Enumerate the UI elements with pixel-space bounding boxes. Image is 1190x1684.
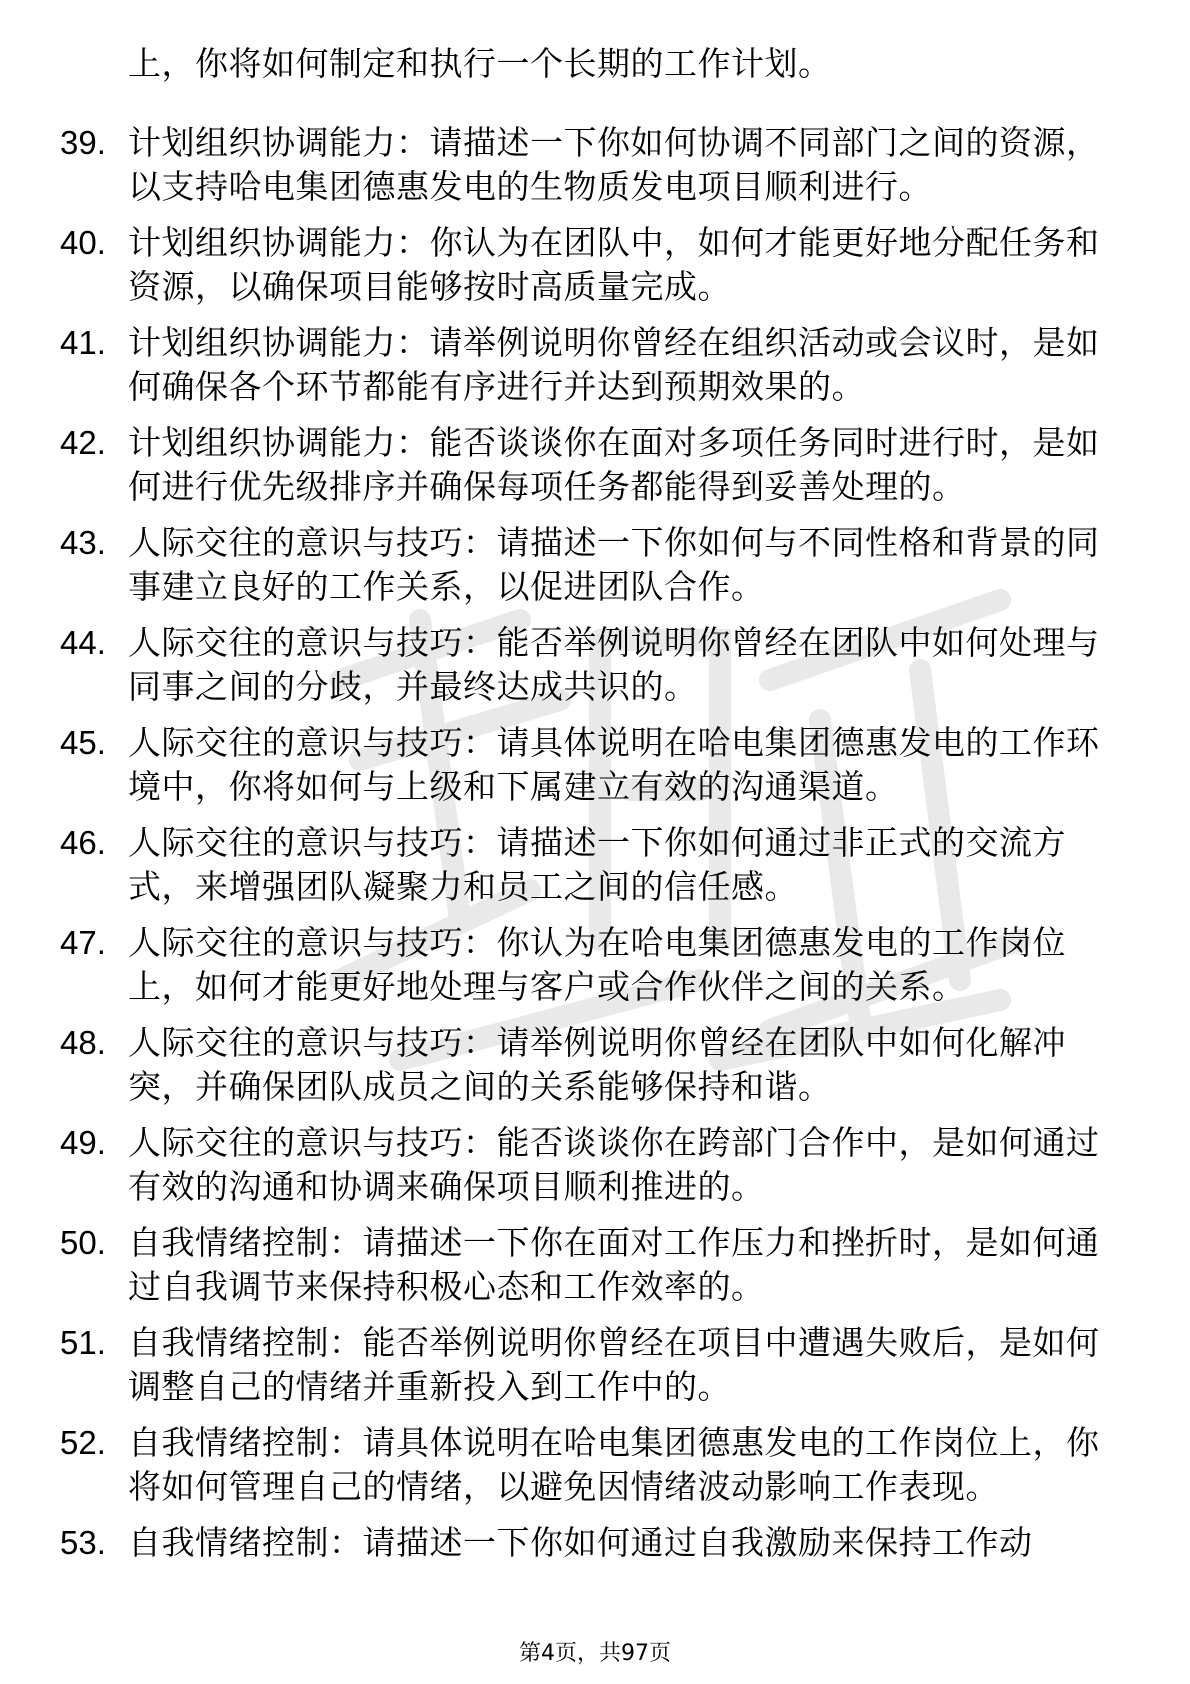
question-number: 47.	[60, 924, 106, 961]
question-text: 计划组织协调能力：能否谈谈你在面对多项任务同时进行时，是如何进行优先级排序并确保每项任务都能得到妥善处理的。	[128, 423, 1100, 506]
question-text: 人际交往的意识与技巧：请描述一下你如何与不同性格和背景的同事建立良好的工作关系，以促进团队合作。	[128, 523, 1100, 606]
question-number: 43.	[60, 524, 106, 561]
question-number: 52.	[60, 1424, 106, 1461]
list-item	[60, 421, 1120, 509]
question-number: 45.	[60, 724, 106, 761]
page-number: 第4页，共97页	[519, 1641, 671, 1666]
question-text: 人际交往的意识与技巧：请举例说明你曾经在团队中如何化解冲突，并确保团队成员之间的关系能够保持和谐。	[128, 1023, 1066, 1106]
list-item	[60, 1321, 1120, 1409]
question-number: 39.	[60, 124, 106, 161]
question-number: 46.	[60, 824, 106, 861]
list-item	[60, 821, 1120, 909]
question-text: 人际交往的意识与技巧：能否谈谈你在跨部门合作中，是如何通过有效的沟通和协调来确保项目顺利推进的。	[128, 1123, 1100, 1206]
list-item	[60, 1521, 1120, 1565]
question-text: 计划组织协调能力：你认为在团队中，如何才能更好地分配任务和资源，以确保项目能够按时高质量完成。	[128, 223, 1100, 306]
list-item	[60, 121, 1120, 209]
list-item	[60, 321, 1120, 409]
question-text: 自我情绪控制：请描述一下你在面对工作压力和挫折时，是如何通过自我调节来保持积极心态和工作效率的。	[128, 1223, 1100, 1306]
list-item	[60, 221, 1120, 309]
list-item	[60, 921, 1120, 1009]
question-text: 人际交往的意识与技巧：能否举例说明你曾经在团队中如何处理与同事之间的分歧，并最终达成共识的。	[128, 623, 1100, 706]
question-text: 自我情绪控制：请具体说明在哈电集团德惠发电的工作岗位上，你将如何管理自己的情绪，以避免因情绪波动影响工作表现。	[128, 1423, 1100, 1506]
question-number: 51.	[60, 1324, 106, 1361]
question-text: 自我情绪控制：请描述一下你如何通过自我激励来保持工作动	[128, 1523, 1033, 1562]
question-number: 41.	[60, 324, 106, 361]
list-item	[60, 1221, 1120, 1309]
continuation-text: 上，你将如何制定和执行一个长期的工作计划。	[128, 44, 832, 83]
question-items	[60, 121, 1120, 1565]
question-list	[60, 42, 1120, 1577]
question-number: 53.	[60, 1524, 106, 1561]
question-text: 自我情绪控制：能否举例说明你曾经在项目中遭遇失败后，是如何调整自己的情绪并重新投入到工作中的。	[128, 1323, 1100, 1406]
question-number: 40.	[60, 224, 106, 261]
list-item	[60, 1021, 1120, 1109]
question-number: 42.	[60, 424, 106, 461]
list-item	[60, 721, 1120, 809]
list-item	[60, 521, 1120, 609]
list-item	[60, 1421, 1120, 1509]
question-text: 人际交往的意识与技巧：请描述一下你如何通过非正式的交流方式，来增强团队凝聚力和员工之间的信任感。	[128, 823, 1066, 906]
question-number: 44.	[60, 624, 106, 661]
list-item	[60, 1121, 1120, 1209]
question-number: 50.	[60, 1224, 106, 1261]
question-text: 人际交往的意识与技巧：请具体说明在哈电集团德惠发电的工作环境中，你将如何与上级和下属建立有效的沟通渠道。	[128, 723, 1100, 806]
question-text: 人际交往的意识与技巧：你认为在哈电集团德惠发电的工作岗位上，如何才能更好地处理与客户或合作伙伴之间的关系。	[128, 923, 1066, 1006]
question-number: 49.	[60, 1124, 106, 1161]
list-item	[60, 621, 1120, 709]
question-number: 48.	[60, 1024, 106, 1061]
question-text: 计划组织协调能力：请举例说明你曾经在组织活动或会议时，是如何确保各个环节都能有序进行并达到预期效果的。	[128, 323, 1100, 406]
question-text: 计划组织协调能力：请描述一下你如何协调不同部门之间的资源，以支持哈电集团德惠发电的生物质发电项目顺利进行。	[128, 123, 1100, 206]
